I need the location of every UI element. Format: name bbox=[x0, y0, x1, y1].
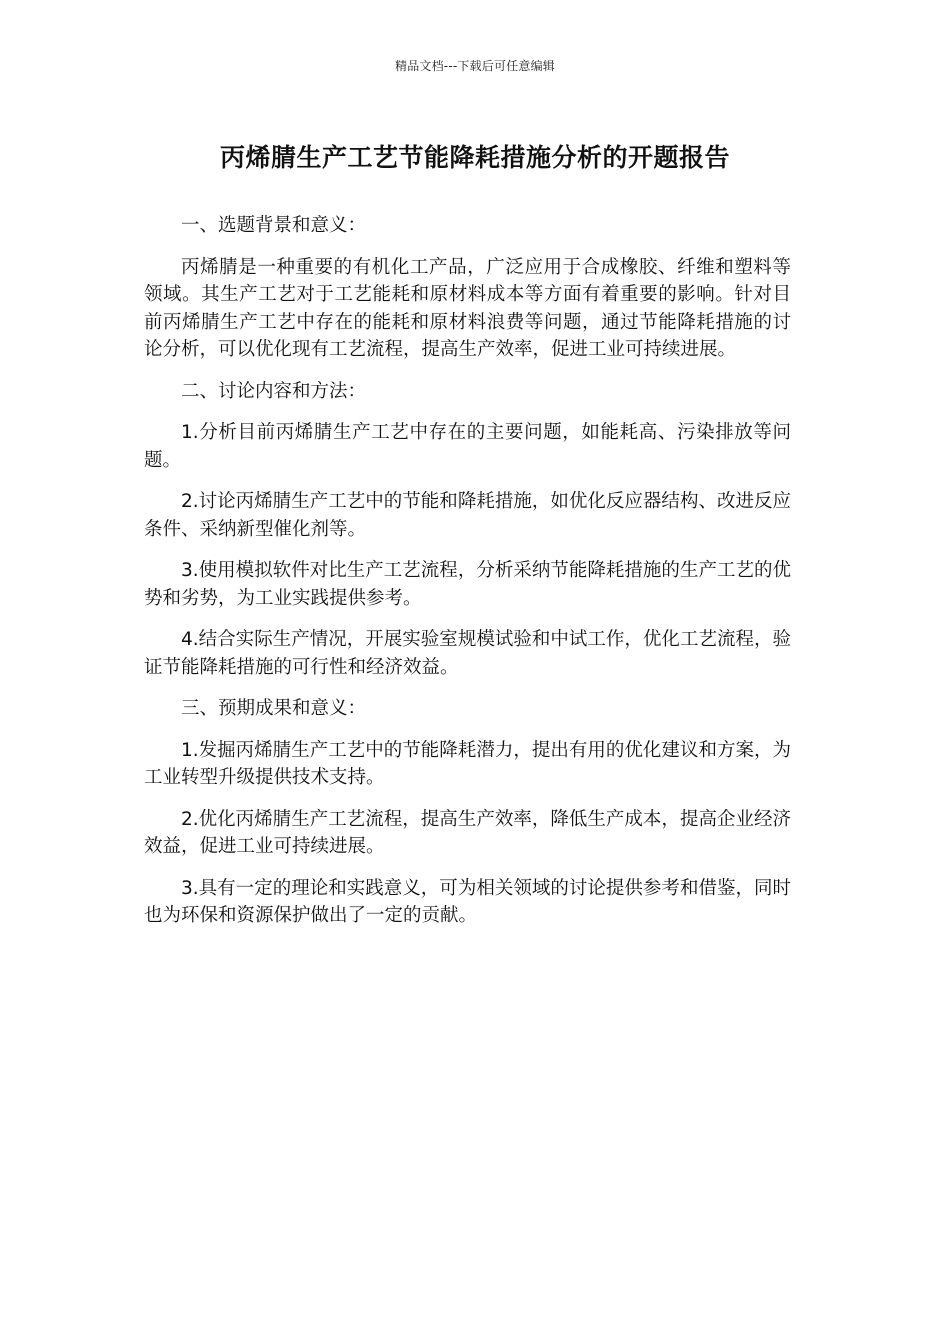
section2-item-3: 3.使用模拟软件对比生产工艺流程，分析采纳节能降耗措施的生产工艺的优势和劣势，为工业实践提供参考。 bbox=[144, 560, 791, 609]
document-title: 丙烯腈生产工艺节能降耗措施分析的开题报告 bbox=[219, 143, 730, 172]
section3-item-1: 1.发掘丙烯腈生产工艺中的节能降耗潜力，提出有用的优化建议和方案，为工业转型升级提供技术支持。 bbox=[144, 739, 791, 788]
section3-heading: 三、预期成果和意义： bbox=[181, 698, 367, 719]
document-body bbox=[144, 212, 791, 944]
section3-item-2: 2.优化丙烯腈生产工艺流程，提高生产效率，降低生产成本，提高企业经济效益，促进工业可持续进展。 bbox=[144, 808, 791, 857]
section2-heading: 二、讨论内容和方法： bbox=[181, 380, 367, 402]
section1-heading: 一、选题背景和意义： bbox=[181, 215, 367, 236]
section2-item-1: 1.分析目前丙烯腈生产工艺中存在的主要问题，如能耗高、污染排放等问题。 bbox=[144, 422, 791, 471]
section2-item-4: 4.结合实际生产情况，开展实验室规模试验和中试工作，优化工艺流程，验证节能降耗措施的可行性和经济效益。 bbox=[144, 629, 791, 678]
section3-item-3: 3.具有一定的理论和实践意义，可为相关领域的讨论提供参考和借鉴，同时也为环保和资源保护做出了一定的贡献。 bbox=[144, 877, 791, 926]
section2-item-2: 2.讨论丙烯腈生产工艺中的节能和降耗措施，如优化反应器结构、改进反应条件、采纳新型催化剂等。 bbox=[144, 491, 791, 540]
header-note: 精品文档---下载后可任意编辑 bbox=[395, 59, 555, 73]
section1-paragraph: 丙烯腈是一种重要的有机化工产品，广泛应用于合成橡胶、纤维和塑料等领域。其生产工艺对于工艺能耗和原材料成本等方面有着重要的影响。针对目前丙烯腈生产工艺中存在的能耗和原材料浪费等问题，通过节能降耗措施的讨论分析，可以优化现有工艺流程，提高生产效率，促进工业可持续进展。 bbox=[144, 256, 791, 360]
